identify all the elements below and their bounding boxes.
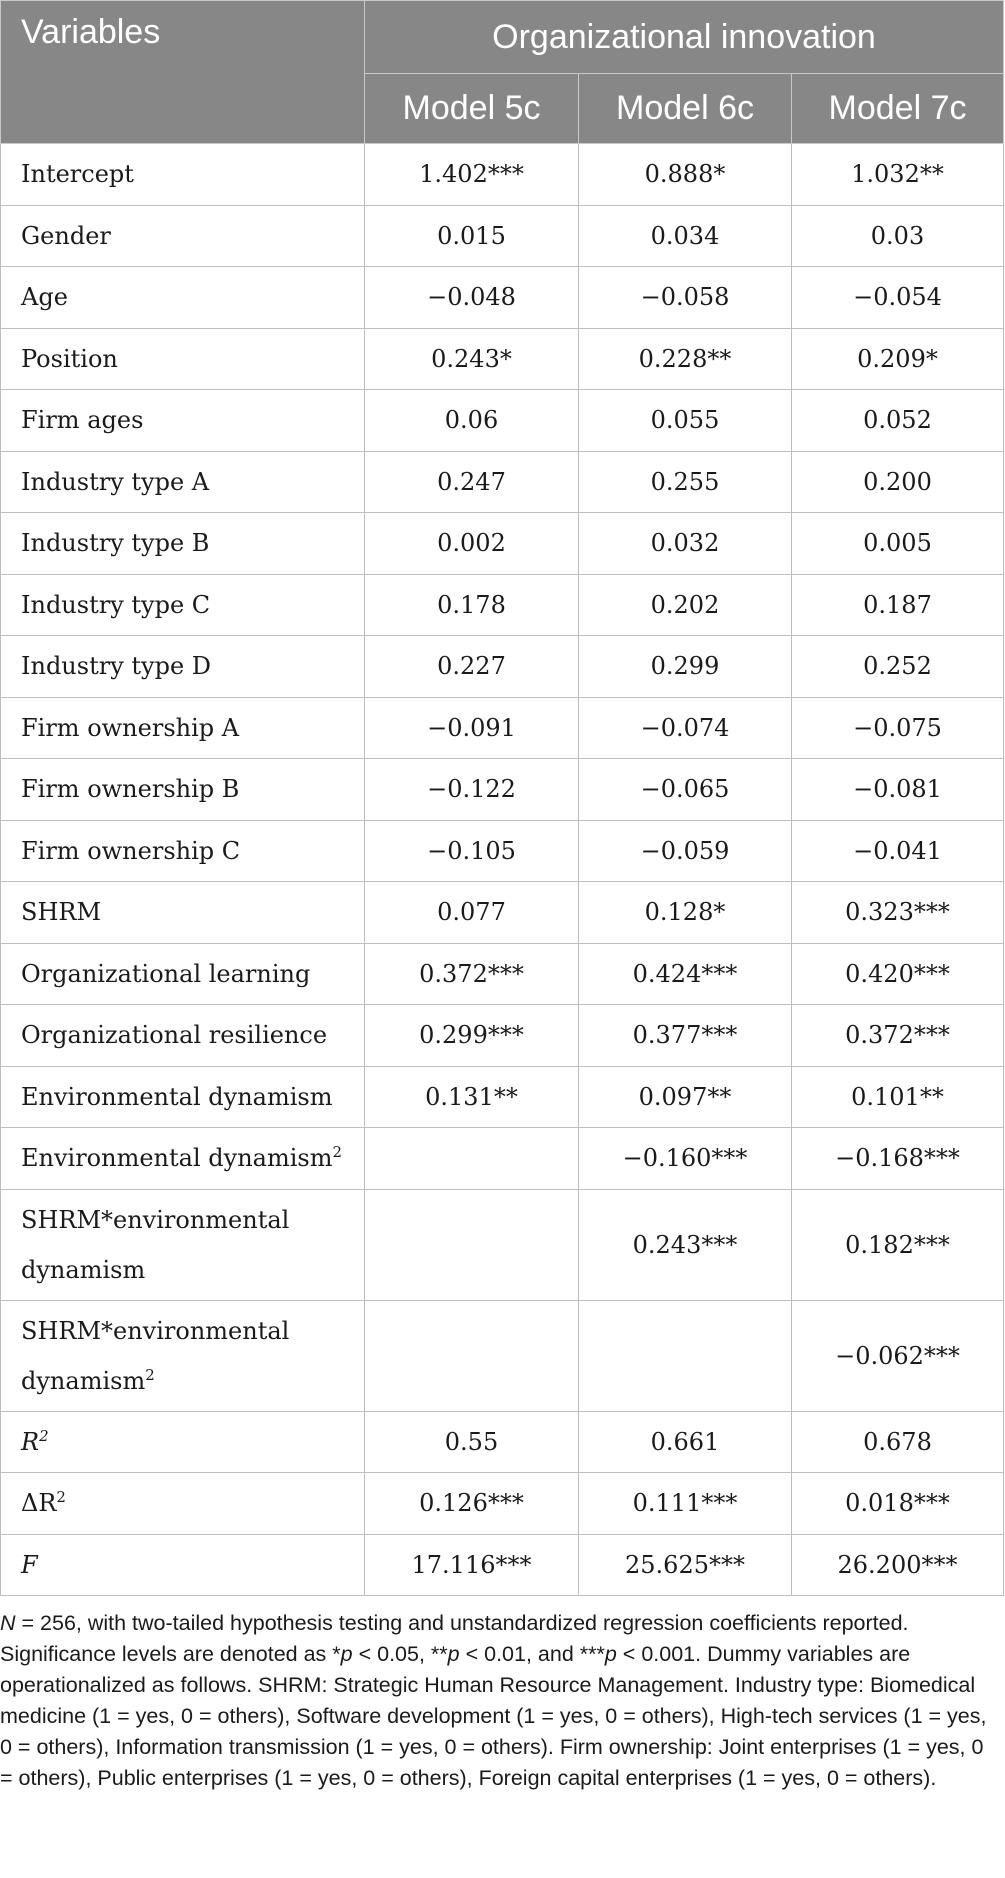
row-label-text: Industry type A	[21, 467, 210, 496]
table-row	[1, 697, 1004, 759]
cell-model-5c: 1.402***	[365, 144, 579, 206]
cell-model-5c: 0.243*	[365, 328, 579, 390]
table-row	[1, 574, 1004, 636]
cell-model-5c: 0.299***	[365, 1005, 579, 1067]
cell-model-5c	[365, 1189, 579, 1300]
cell-model-7c: 0.052	[792, 390, 1004, 452]
table-row	[1, 267, 1004, 329]
row-label	[1, 882, 365, 944]
table-row	[1, 390, 1004, 452]
table-row	[1, 205, 1004, 267]
cell-model-5c: 0.372***	[365, 943, 579, 1005]
cell-model-6c: 0.243***	[579, 1189, 792, 1300]
row-label-text: Industry type C	[21, 590, 211, 619]
row-label	[1, 1005, 365, 1067]
cell-model-6c	[579, 1300, 792, 1411]
footnote-text-1: = 256, with two-tailed hypothesis testing and unstandardized regression coefficients reported. Significance levels are denoted as *	[0, 1611, 909, 1666]
row-label-text: SHRM*environmental dynamism	[21, 1316, 290, 1395]
header-row-top	[1, 1, 1004, 74]
cell-model-7c: 0.678	[792, 1411, 1004, 1473]
footnote-text-3: < 0.01, and ***	[459, 1642, 605, 1666]
cell-model-7c: 0.005	[792, 513, 1004, 575]
header-model-5c: Model 5c	[365, 74, 579, 144]
footnote-paragraph	[0, 1608, 1000, 1794]
table-header	[1, 1, 1004, 144]
row-label	[1, 697, 365, 759]
cell-model-5c: 0.178	[365, 574, 579, 636]
row-label	[1, 820, 365, 882]
table-row	[1, 820, 1004, 882]
cell-model-6c: 0.255	[579, 451, 792, 513]
cell-model-5c: 0.227	[365, 636, 579, 698]
header-model-6c: Model 6c	[579, 74, 792, 144]
row-label-text: SHRM	[21, 898, 102, 927]
row-label	[1, 205, 365, 267]
row-label-text: SHRM*environmental dynamism	[21, 1205, 290, 1284]
cell-model-6c: 0.202	[579, 574, 792, 636]
cell-model-6c: 0.661	[579, 1411, 792, 1473]
cell-model-7c: 0.209*	[792, 328, 1004, 390]
cell-model-5c	[365, 1300, 579, 1411]
table-row	[1, 513, 1004, 575]
cell-model-7c: −0.062***	[792, 1300, 1004, 1411]
cell-model-7c: 0.182***	[792, 1189, 1004, 1300]
cell-model-7c: 0.200	[792, 451, 1004, 513]
row-label-text: Environmental dynamism	[21, 1082, 333, 1111]
row-label	[1, 1411, 365, 1473]
row-label	[1, 574, 365, 636]
cell-model-6c: 0.097**	[579, 1066, 792, 1128]
cell-model-7c: −0.075	[792, 697, 1004, 759]
row-label-superscript: 2	[56, 1488, 66, 1507]
footnote-n-symbol: N	[0, 1611, 16, 1635]
cell-model-6c: 0.034	[579, 205, 792, 267]
row-label	[1, 328, 365, 390]
cell-model-5c: 0.247	[365, 451, 579, 513]
row-label-text: Firm ownership B	[21, 775, 240, 804]
table-row	[1, 759, 1004, 821]
cell-model-7c: 26.200***	[792, 1534, 1004, 1596]
cell-model-5c: −0.091	[365, 697, 579, 759]
cell-model-6c: 25.625***	[579, 1534, 792, 1596]
cell-model-6c: 0.055	[579, 390, 792, 452]
header-organizational-innovation: Organizational innovation	[365, 1, 1004, 74]
cell-model-7c: −0.054	[792, 267, 1004, 329]
table-row	[1, 1411, 1004, 1473]
row-label	[1, 144, 365, 206]
table-footnote	[0, 1608, 1000, 1794]
row-label-text: Firm ownership A	[21, 713, 240, 742]
table-row	[1, 144, 1004, 206]
row-label-text: Industry type B	[21, 529, 210, 558]
table-row	[1, 636, 1004, 698]
header-variables: Variables	[1, 1, 365, 144]
footnote-p-symbol: p	[604, 1642, 617, 1666]
cell-model-5c: 17.116***	[365, 1534, 579, 1596]
row-label	[1, 451, 365, 513]
cell-model-7c: 0.101**	[792, 1066, 1004, 1128]
row-label	[1, 759, 365, 821]
footnote-p-symbol: p	[340, 1642, 353, 1666]
cell-model-7c: 0.03	[792, 205, 1004, 267]
cell-model-6c: 0.111***	[579, 1473, 792, 1535]
cell-model-6c: −0.074	[579, 697, 792, 759]
row-label	[1, 1066, 365, 1128]
table-row	[1, 1066, 1004, 1128]
table-row	[1, 328, 1004, 390]
row-label-text: R	[21, 1427, 40, 1456]
cell-model-5c: −0.048	[365, 267, 579, 329]
cell-model-7c: 0.372***	[792, 1005, 1004, 1067]
cell-model-6c: −0.059	[579, 820, 792, 882]
row-label-text: ΔR	[21, 1489, 57, 1518]
row-label-text: Environmental dynamism	[21, 1144, 333, 1173]
row-label-text: Industry type D	[21, 652, 212, 681]
cell-model-7c: −0.168***	[792, 1128, 1004, 1190]
row-label	[1, 390, 365, 452]
cell-model-5c: −0.105	[365, 820, 579, 882]
cell-model-5c: 0.015	[365, 205, 579, 267]
footnote-text-4: < 0.001. Dummy variables are operationalized as follows. SHRM: Strategic Human Resource Management. Industry type: Biomedical medicine (1 = yes, 0 = others), Software development (1 = yes, 0 = others), High-tech services (1 = yes, 0 = others), Information transmission (1 = yes, 0 = others). Firm ownership: Joint enterprises (1 = yes, 0 = others), Public enterprises (1 = yes, 0 = others), Foreign capital enterprises (1 = yes, 0 = others).	[0, 1642, 987, 1790]
cell-model-5c	[365, 1128, 579, 1190]
table-row	[1, 882, 1004, 944]
row-label-superscript: 2	[145, 1365, 155, 1384]
table-row	[1, 1128, 1004, 1190]
cell-model-7c: −0.041	[792, 820, 1004, 882]
row-label	[1, 1473, 365, 1535]
table-row	[1, 1189, 1004, 1300]
cell-model-6c: −0.065	[579, 759, 792, 821]
cell-model-6c: 0.128*	[579, 882, 792, 944]
row-label	[1, 1534, 365, 1596]
row-label	[1, 267, 365, 329]
row-label-superscript: 2	[332, 1143, 343, 1162]
table-row	[1, 1534, 1004, 1596]
row-label	[1, 943, 365, 1005]
cell-model-6c: −0.160***	[579, 1128, 792, 1190]
cell-model-6c: 0.299	[579, 636, 792, 698]
cell-model-7c: 0.323***	[792, 882, 1004, 944]
cell-model-6c: −0.058	[579, 267, 792, 329]
table-row	[1, 451, 1004, 513]
cell-model-7c: −0.081	[792, 759, 1004, 821]
table-row	[1, 1473, 1004, 1535]
cell-model-5c: 0.06	[365, 390, 579, 452]
table-row	[1, 943, 1004, 1005]
row-label	[1, 513, 365, 575]
row-label-text: Firm ages	[21, 406, 144, 435]
cell-model-6c: 0.032	[579, 513, 792, 575]
cell-model-6c: 0.424***	[579, 943, 792, 1005]
cell-model-5c: 0.077	[365, 882, 579, 944]
row-label	[1, 1189, 365, 1300]
table-row	[1, 1005, 1004, 1067]
row-label-superscript: 2	[39, 1426, 49, 1445]
cell-model-6c: 0.377***	[579, 1005, 792, 1067]
row-label-text: F	[21, 1550, 38, 1579]
row-label	[1, 1300, 365, 1411]
cell-model-5c: −0.122	[365, 759, 579, 821]
cell-model-6c: 0.888*	[579, 144, 792, 206]
row-label-text: Organizational resilience	[21, 1021, 328, 1050]
cell-model-6c: 0.228**	[579, 328, 792, 390]
table-body	[1, 144, 1004, 1596]
footnote-p-symbol: p	[447, 1642, 460, 1666]
footnote-text-2: < 0.05, **	[352, 1642, 448, 1666]
cell-model-7c: 0.018***	[792, 1473, 1004, 1535]
row-label	[1, 1128, 365, 1190]
row-label-text: Gender	[21, 221, 111, 250]
table-row	[1, 1300, 1004, 1411]
row-label-text: Intercept	[21, 160, 134, 189]
header-model-7c: Model 7c	[792, 74, 1004, 144]
cell-model-5c: 0.126***	[365, 1473, 579, 1535]
cell-model-7c: 0.252	[792, 636, 1004, 698]
row-label	[1, 636, 365, 698]
cell-model-5c: 0.002	[365, 513, 579, 575]
row-label-text: Firm ownership C	[21, 836, 241, 865]
cell-model-7c: 1.032**	[792, 144, 1004, 206]
cell-model-7c: 0.187	[792, 574, 1004, 636]
row-label-text: Organizational learning	[21, 959, 311, 988]
row-label-text: Age	[21, 283, 68, 312]
cell-model-7c: 0.420***	[792, 943, 1004, 1005]
cell-model-5c: 0.131**	[365, 1066, 579, 1128]
cell-model-5c: 0.55	[365, 1411, 579, 1473]
row-label-text: Position	[21, 344, 118, 373]
